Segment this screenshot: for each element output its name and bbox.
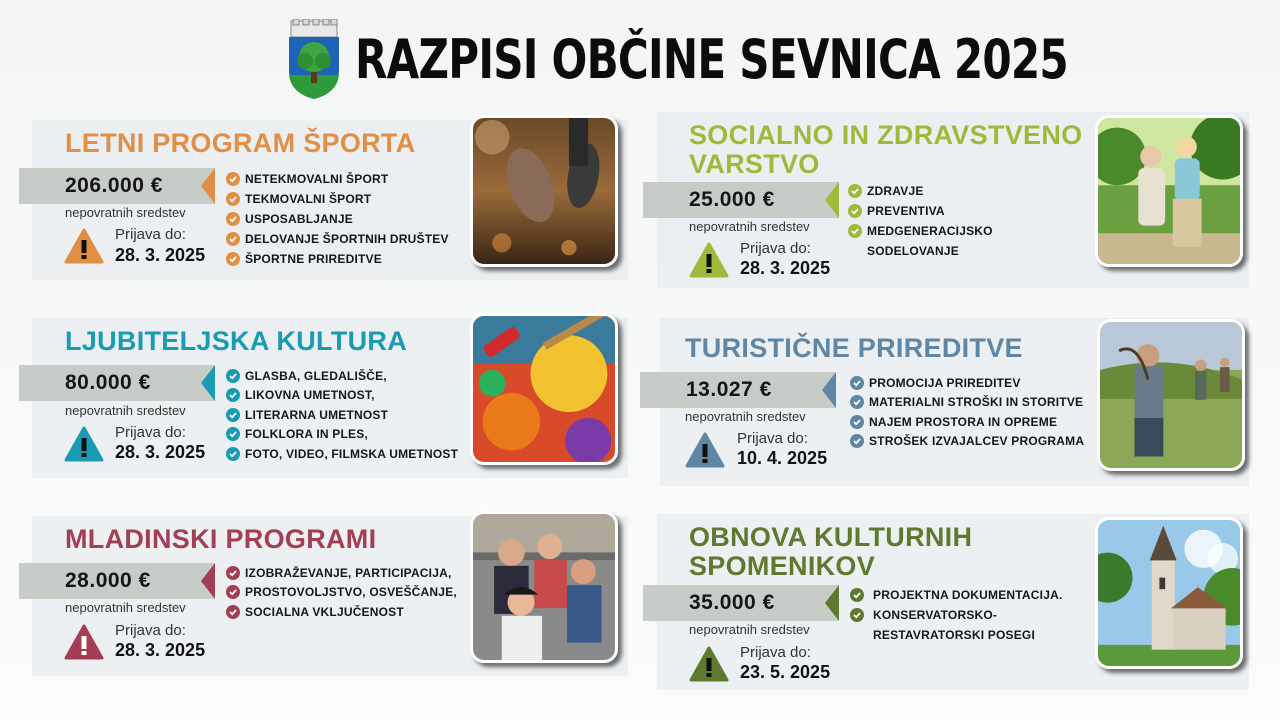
list-item: LITERARNA UMETNOST xyxy=(226,405,458,425)
warning-icon xyxy=(64,426,104,462)
banner-arrow-icon xyxy=(201,168,215,204)
banner-arrow-icon xyxy=(201,365,215,401)
list-item: PROMOCIJA PRIREDITEV xyxy=(850,373,1084,393)
list-item: ZDRAVJE xyxy=(848,181,993,201)
running-shoes-photo-icon xyxy=(470,115,618,267)
warning-icon xyxy=(685,432,725,468)
check-circle-icon xyxy=(226,566,240,580)
amount-banner xyxy=(19,563,215,599)
warning-icon xyxy=(689,242,729,278)
list-item: MEDGENERACIJSKO xyxy=(848,221,993,241)
page-title: RAZPISI OBČINE SEVNICA 2025 xyxy=(355,27,1068,91)
amount-banner xyxy=(640,372,836,408)
card-title: TURISTIČNE PRIREDITVE xyxy=(685,333,1023,363)
program-list xyxy=(848,181,993,261)
check-circle-icon xyxy=(848,184,862,198)
list-item: SOCIALNA VKLJUČENOST xyxy=(226,602,457,622)
card-title: LETNI PROGRAM ŠPORTA xyxy=(65,128,416,158)
deadline-date: 28. 3. 2025 xyxy=(740,258,831,278)
check-circle-icon xyxy=(226,408,240,422)
list-item: IZOBRAŽEVANJE, PARTICIPACIJA, xyxy=(226,563,457,583)
deadline-label: Prijava do: xyxy=(115,226,186,243)
list-item: NETEKMOVALNI ŠPORT xyxy=(226,169,449,189)
check-circle-icon xyxy=(226,585,240,599)
list-item: FOLKLORA IN PLES, xyxy=(226,425,458,445)
deadline-label: Prijava do: xyxy=(740,644,811,661)
check-circle-icon xyxy=(226,252,240,266)
check-circle-icon xyxy=(226,172,240,186)
list-item: TEKMOVALNI ŠPORT xyxy=(226,189,449,209)
list-item: USPOSABLJANJE xyxy=(226,209,449,229)
list-item: FOTO, VIDEO, FILMSKA UMETNOST xyxy=(226,444,458,464)
deadline-date: 23. 5. 2025 xyxy=(740,662,831,682)
program-list xyxy=(226,366,458,464)
banner-arrow-icon xyxy=(825,585,839,621)
amount-banner xyxy=(643,585,839,621)
deadline-date: 10. 4. 2025 xyxy=(737,448,828,468)
amount-value: 80.000 € xyxy=(65,371,151,394)
amount-value: 28.000 € xyxy=(65,569,151,592)
amount-value: 35.000 € xyxy=(689,591,775,614)
deadline-label: Prijava do: xyxy=(115,424,186,441)
check-circle-icon xyxy=(226,447,240,461)
amount-subtitle: nepovratnih sredstev xyxy=(685,409,806,424)
program-list xyxy=(850,585,1062,645)
amount-value: 206.000 € xyxy=(65,174,163,197)
warning-icon xyxy=(64,228,104,264)
header xyxy=(0,18,1280,100)
check-circle-icon xyxy=(848,224,862,238)
check-circle-icon xyxy=(226,388,240,402)
card-title: OBNOVA KULTURNIH SPOMENIKOV xyxy=(689,522,973,581)
list-item: GLASBA, GLEDALIŠČE, xyxy=(226,366,458,386)
list-item: PROJEKTNA DOKUMENTACIJA. xyxy=(850,585,1062,605)
amount-subtitle: nepovratnih sredstev xyxy=(65,205,186,220)
program-list xyxy=(226,169,449,269)
check-circle-icon xyxy=(848,204,862,218)
list-item: DELOVANJE ŠPORTNIH DRUŠTEV xyxy=(226,229,449,249)
mowers-meadow-photo-icon xyxy=(1097,319,1245,471)
list-item: NAJEM PROSTORA IN OPREME xyxy=(850,412,1084,432)
check-circle-icon xyxy=(850,588,864,602)
check-circle-icon xyxy=(850,608,864,622)
amount-banner xyxy=(643,182,839,218)
card-title: SOCIALNO IN ZDRAVSTVENO VARSTVO xyxy=(689,120,1083,179)
deadline-date: 28. 3. 2025 xyxy=(115,245,206,265)
list-item: RESTAVRATORSKI POSEGI xyxy=(873,628,1035,642)
list-item: PROSTOVOLJSTVO, OSVEŠČANJE, xyxy=(226,583,457,603)
banner-arrow-icon xyxy=(825,182,839,218)
check-circle-icon xyxy=(226,232,240,246)
check-circle-icon xyxy=(226,212,240,226)
list-item: KONSERVATORSKO- xyxy=(850,605,1062,625)
check-circle-icon xyxy=(850,415,864,429)
amount-value: 25.000 € xyxy=(689,188,775,211)
amount-subtitle: nepovratnih sredstev xyxy=(689,219,810,234)
check-circle-icon xyxy=(226,369,240,383)
check-circle-icon xyxy=(850,395,864,409)
program-list xyxy=(850,373,1084,451)
list-item: MATERIALNI STROŠKI IN STORITVE xyxy=(850,393,1084,413)
elderly-women-walking-photo-icon xyxy=(1095,115,1243,267)
banner-arrow-icon xyxy=(201,563,215,599)
list-item: STROŠEK IZVAJALCEV PROGRAMA xyxy=(850,432,1084,452)
church-photo-icon xyxy=(1095,517,1243,669)
card-title: MLADINSKI PROGRAMI xyxy=(65,524,377,554)
list-item: LIKOVNA UMETNOST, xyxy=(226,386,458,406)
check-circle-icon xyxy=(226,427,240,441)
municipality-coat-of-arms-icon xyxy=(285,19,343,99)
deadline-label: Prijava do: xyxy=(740,240,811,257)
deadline-date: 28. 3. 2025 xyxy=(115,640,206,660)
deadline-date: 28. 3. 2025 xyxy=(115,442,206,462)
amount-value: 13.027 € xyxy=(686,378,772,401)
amount-subtitle: nepovratnih sredstev xyxy=(689,622,810,637)
list-item: SODELOVANJE xyxy=(867,244,959,258)
amount-banner xyxy=(19,168,215,204)
paint-tubes-photo-icon xyxy=(470,313,618,465)
warning-icon xyxy=(64,624,104,660)
amount-subtitle: nepovratnih sredstev xyxy=(65,600,186,615)
amount-subtitle: nepovratnih sredstev xyxy=(65,403,186,418)
banner-arrow-icon xyxy=(822,372,836,408)
check-circle-icon xyxy=(226,192,240,206)
check-circle-icon xyxy=(226,605,240,619)
deadline-label: Prijava do: xyxy=(115,622,186,639)
check-circle-icon xyxy=(850,434,864,448)
check-circle-icon xyxy=(850,376,864,390)
program-list xyxy=(226,563,457,622)
list-item: ŠPORTNE PRIREDITVE xyxy=(226,249,449,269)
deadline-label: Prijava do: xyxy=(737,430,808,447)
amount-banner xyxy=(19,365,215,401)
list-item: PREVENTIVA xyxy=(848,201,993,221)
students-group-photo-icon xyxy=(470,511,618,663)
warning-icon xyxy=(689,646,729,682)
card-title: LJUBITELJSKA KULTURA xyxy=(65,326,407,356)
